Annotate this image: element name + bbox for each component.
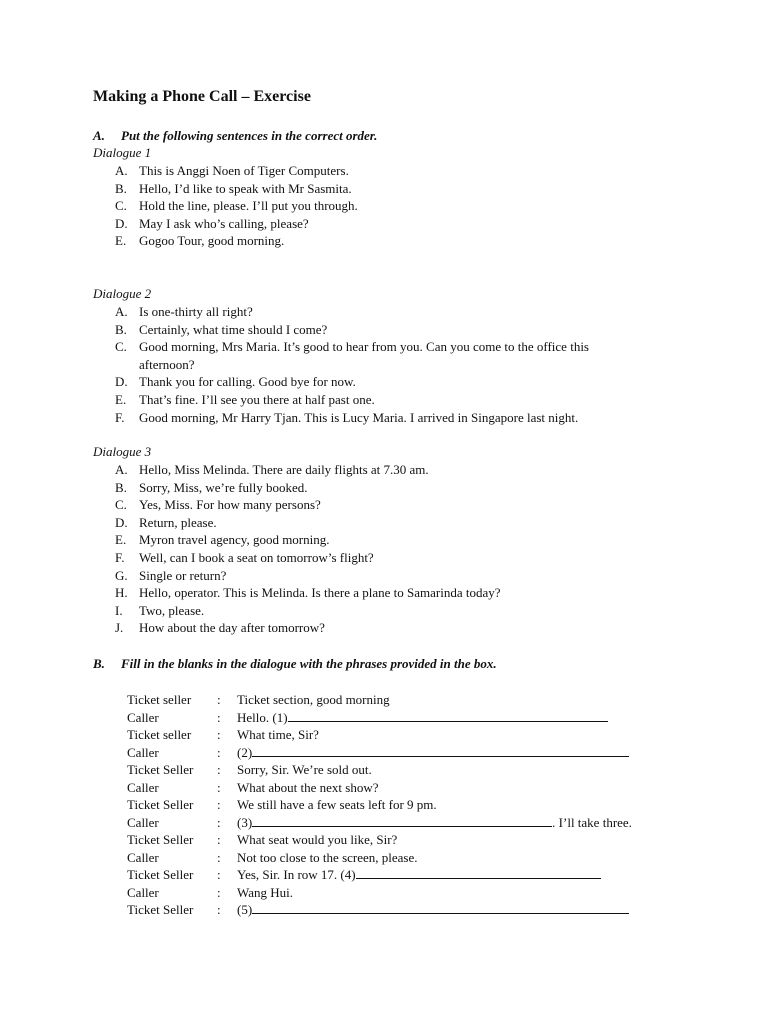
dialogue-row	[127, 709, 632, 727]
item-text: Gogoo Tour, good morning.	[139, 233, 285, 249]
list-item	[115, 567, 639, 585]
item-label: F.	[115, 409, 125, 425]
dialogue-row	[127, 691, 632, 709]
dialogue-2-list	[115, 303, 639, 426]
item-label: J.	[115, 620, 124, 636]
item-text: Return, please.	[139, 514, 217, 530]
section-a-letter: A.	[93, 128, 105, 143]
item-label: B.	[115, 479, 127, 495]
dialogue-2-title: Dialogue 2	[93, 286, 152, 301]
list-item	[115, 479, 639, 497]
item-label: I.	[115, 602, 123, 618]
item-text: Yes, Miss. For how many persons?	[139, 497, 321, 513]
line-text-after-blank: . I’ll take three.	[552, 814, 632, 830]
speaker-colon: :	[217, 814, 221, 830]
item-label: F.	[115, 549, 125, 565]
item-text: May I ask who’s calling, please?	[139, 215, 309, 231]
list-item	[115, 514, 639, 532]
item-label: C.	[115, 198, 127, 214]
item-label: E.	[115, 532, 127, 548]
list-item	[115, 373, 639, 391]
section-b-letter: B.	[93, 656, 105, 671]
speaker-label: Caller	[127, 744, 159, 760]
section-b-heading	[93, 656, 497, 672]
line-text: Not too close to the screen, please.	[237, 849, 418, 865]
item-text: Sorry, Miss, we’re fully booked.	[139, 479, 308, 495]
answer-blank[interactable]	[356, 866, 601, 879]
speaker-colon: :	[217, 797, 221, 812]
list-item	[115, 531, 639, 549]
dialogue-row	[127, 901, 632, 919]
item-label: D.	[115, 514, 128, 530]
answer-blank[interactable]	[288, 709, 608, 722]
line-text: What time, Sir?	[237, 727, 319, 742]
item-label: E.	[115, 391, 127, 407]
speaker-label: Ticket seller	[127, 727, 192, 742]
list-item	[115, 409, 639, 427]
list-item	[115, 321, 639, 339]
dialogue-line	[237, 796, 437, 814]
item-text: Well, can I book a seat on tomorrow’s flight?	[139, 549, 374, 565]
speaker-label: Ticket Seller	[127, 867, 194, 882]
item-label: G.	[115, 567, 128, 583]
line-text: Sorry, Sir. We’re sold out.	[237, 762, 372, 777]
dialogue-1-title: Dialogue 1	[93, 145, 152, 160]
item-text: Hold the line, please. I’ll put you through.	[139, 198, 358, 214]
dialogue-row	[127, 744, 632, 762]
dialogue-row	[127, 814, 632, 832]
dialogue-row	[127, 884, 632, 902]
speaker-colon: :	[217, 849, 221, 865]
speaker-colon: :	[217, 779, 221, 795]
item-label: A.	[115, 462, 128, 477]
speaker-label: Ticket Seller	[127, 832, 194, 847]
item-text: Good morning, Mrs Maria. It’s good to hear from you. Can you come to the office this afternoon?	[139, 339, 589, 372]
speaker-label: Caller	[127, 779, 159, 795]
speaker-label: Ticket Seller	[127, 902, 194, 917]
dialogue-line	[237, 814, 632, 832]
dialogue-row	[127, 796, 632, 814]
line-text: Ticket section, good morning	[237, 692, 390, 707]
list-item	[115, 391, 639, 409]
item-text: Two, please.	[139, 602, 205, 618]
item-label: C.	[115, 339, 127, 355]
dialogue-line	[237, 901, 629, 919]
dialogue-row	[127, 779, 632, 797]
dialogue-row	[127, 761, 632, 779]
item-text: Good morning, Mr Harry Tjan. This is Lucy Maria. I arrived in Singapore last night.	[139, 409, 579, 425]
item-text: Hello, operator. This is Melinda. Is there a plane to Samarinda today?	[139, 585, 501, 601]
section-a-heading	[93, 128, 377, 144]
list-item	[115, 461, 639, 479]
item-label: D.	[115, 374, 128, 390]
dialogue-line	[237, 761, 372, 779]
list-item	[115, 197, 639, 215]
dialogue-row	[127, 726, 632, 744]
item-text: Hello, Miss Melinda. There are daily flights at 7.30 am.	[139, 462, 429, 477]
speaker-label: Ticket Seller	[127, 762, 194, 777]
dialogue-line	[237, 884, 293, 902]
item-text: This is Anggi Noen of Tiger Computers.	[139, 163, 349, 178]
list-item	[115, 232, 639, 250]
dialogue-line	[237, 744, 629, 762]
answer-blank[interactable]	[252, 744, 629, 757]
page-title: Making a Phone Call – Exercise	[93, 88, 311, 105]
speaker-label: Caller	[127, 884, 159, 900]
line-text: (2)	[237, 744, 253, 760]
answer-blank[interactable]	[252, 814, 552, 827]
line-text: (5)	[237, 902, 253, 917]
item-text: Is one-thirty all right?	[139, 304, 253, 319]
speaker-colon: :	[217, 692, 221, 707]
line-text: Wang Hui.	[237, 884, 293, 900]
speaker-label: Ticket Seller	[127, 797, 194, 812]
line-text: (3)	[237, 814, 253, 830]
speaker-colon: :	[217, 884, 221, 900]
item-label: E.	[115, 233, 127, 249]
item-label: A.	[115, 304, 128, 319]
dialogue-line	[237, 726, 319, 744]
item-label: A.	[115, 163, 128, 178]
speaker-colon: :	[217, 867, 221, 882]
list-item	[115, 496, 639, 514]
speaker-label: Caller	[127, 709, 159, 725]
item-text: Myron travel agency, good morning.	[139, 532, 330, 548]
speaker-colon: :	[217, 727, 221, 742]
list-item	[115, 180, 639, 198]
line-text: What about the next show?	[237, 779, 379, 795]
dialogue-line	[237, 866, 601, 884]
item-label: B.	[115, 321, 127, 337]
list-item	[115, 338, 639, 373]
item-text: That’s fine. I’ll see you there at half past one.	[139, 391, 375, 407]
speaker-colon: :	[217, 709, 221, 725]
list-item	[115, 584, 639, 602]
item-text: Hello, I’d like to speak with Mr Sasmita.	[139, 180, 352, 196]
dialogue-row	[127, 831, 632, 849]
speaker-colon: :	[217, 832, 221, 847]
item-text: Certainly, what time should I come?	[139, 321, 328, 337]
list-item	[115, 619, 639, 637]
line-text: We still have a few seats left for 9 pm.	[237, 797, 437, 812]
answer-blank[interactable]	[252, 901, 629, 914]
dialogue-line	[237, 849, 418, 867]
item-label: B.	[115, 180, 127, 196]
fill-in-dialogue	[127, 691, 632, 919]
dialogue-line	[237, 779, 379, 797]
speaker-colon: :	[217, 744, 221, 760]
dialogue-3-title: Dialogue 3	[93, 444, 152, 459]
section-a-instruction: Put the following sentences in the correct order.	[121, 128, 378, 143]
dialogue-line	[237, 691, 390, 709]
dialogue-3-list	[115, 461, 639, 637]
speaker-colon: :	[217, 902, 221, 917]
list-item	[115, 162, 639, 180]
speaker-label: Caller	[127, 849, 159, 865]
list-item	[115, 215, 639, 233]
list-item	[115, 602, 639, 620]
item-text: How about the day after tomorrow?	[139, 620, 325, 636]
item-text: Thank you for calling. Good bye for now.	[139, 374, 356, 390]
section-b-instruction: Fill in the blanks in the dialogue with the phrases provided in the box.	[121, 656, 497, 671]
line-text: What seat would you like, Sir?	[237, 832, 398, 847]
item-text: Single or return?	[139, 567, 227, 583]
speaker-label: Ticket seller	[127, 692, 192, 707]
line-text: Yes, Sir. In row 17. (4)	[237, 867, 356, 882]
dialogue-line	[237, 709, 608, 727]
list-item	[115, 549, 639, 567]
item-label: H.	[115, 585, 128, 601]
item-label: D.	[115, 215, 128, 231]
speaker-colon: :	[217, 762, 221, 777]
dialogue-1-list	[115, 162, 639, 250]
item-label: C.	[115, 497, 127, 513]
dialogue-line	[237, 831, 397, 849]
line-text: Hello. (1)	[237, 709, 288, 725]
dialogue-row	[127, 866, 632, 884]
speaker-label: Caller	[127, 814, 159, 830]
list-item	[115, 303, 639, 321]
dialogue-row	[127, 849, 632, 867]
